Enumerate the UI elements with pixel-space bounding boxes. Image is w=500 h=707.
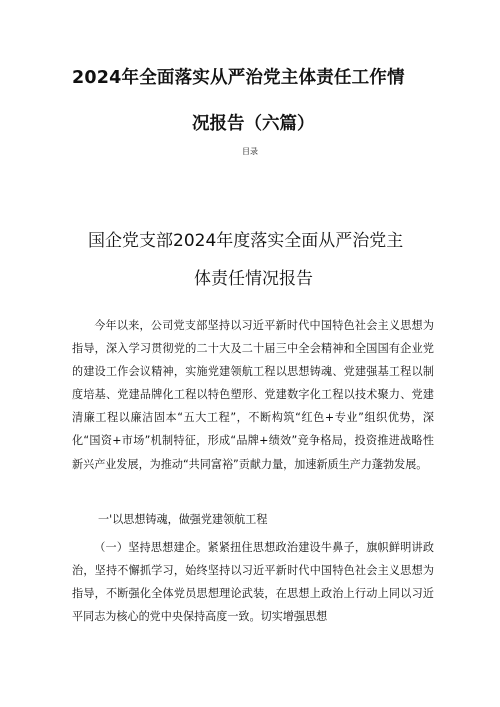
intro-paragraph: 今年以来，公司党支部坚持以习近平新时代中国特色社会主义思想为指导，深入学习贯彻党的二十大及二十届三中全会精神和全国国有企业党的建设工作会议精神，实施党建领航工程以思想铸魂、党建强基工程以制度培基、党建品牌化工程以特色塑形、党建数字化工程以技术聚力、党建清廉工程以廉洁固本“五大工程”，不断构筑“红色+专业”组织优势，深化“国资+市场”机制特征，形成“品牌+绩效”竞争格局，投资推进战略性新兴产业发展，为推动“共同富裕”贡献力量，加速新质生产力蓬勃发展。 xyxy=(72,319,434,471)
table-of-contents-label: 目录 xyxy=(242,147,258,156)
body-paragraph: （一）坚持思想建企。紧紧扭住思想政治建设牛鼻子，旗帜鲜明讲政治，坚持不懈抓学习，始终坚持以习近平新时代中国特色社会主义思想为指导，不断强化全体党员思想理论武装，在思想上政治上行动上同以习近平同志为核心的党中央保持高度一致。切实增强思想 xyxy=(72,541,434,624)
document-title-line-2: 况报告（六篇） xyxy=(192,114,315,134)
section-title-line-1: 国企党支部2024年度落实全面从严治党主 xyxy=(88,231,404,251)
heading-level-1: 一'以思想铸魂，做强党建领航工程 xyxy=(98,513,268,526)
section-title-line-2: 体责任情况报告 xyxy=(194,269,313,289)
document-title-line-1: 2024年全面落实从严治党主体责任工作情 xyxy=(72,68,405,88)
